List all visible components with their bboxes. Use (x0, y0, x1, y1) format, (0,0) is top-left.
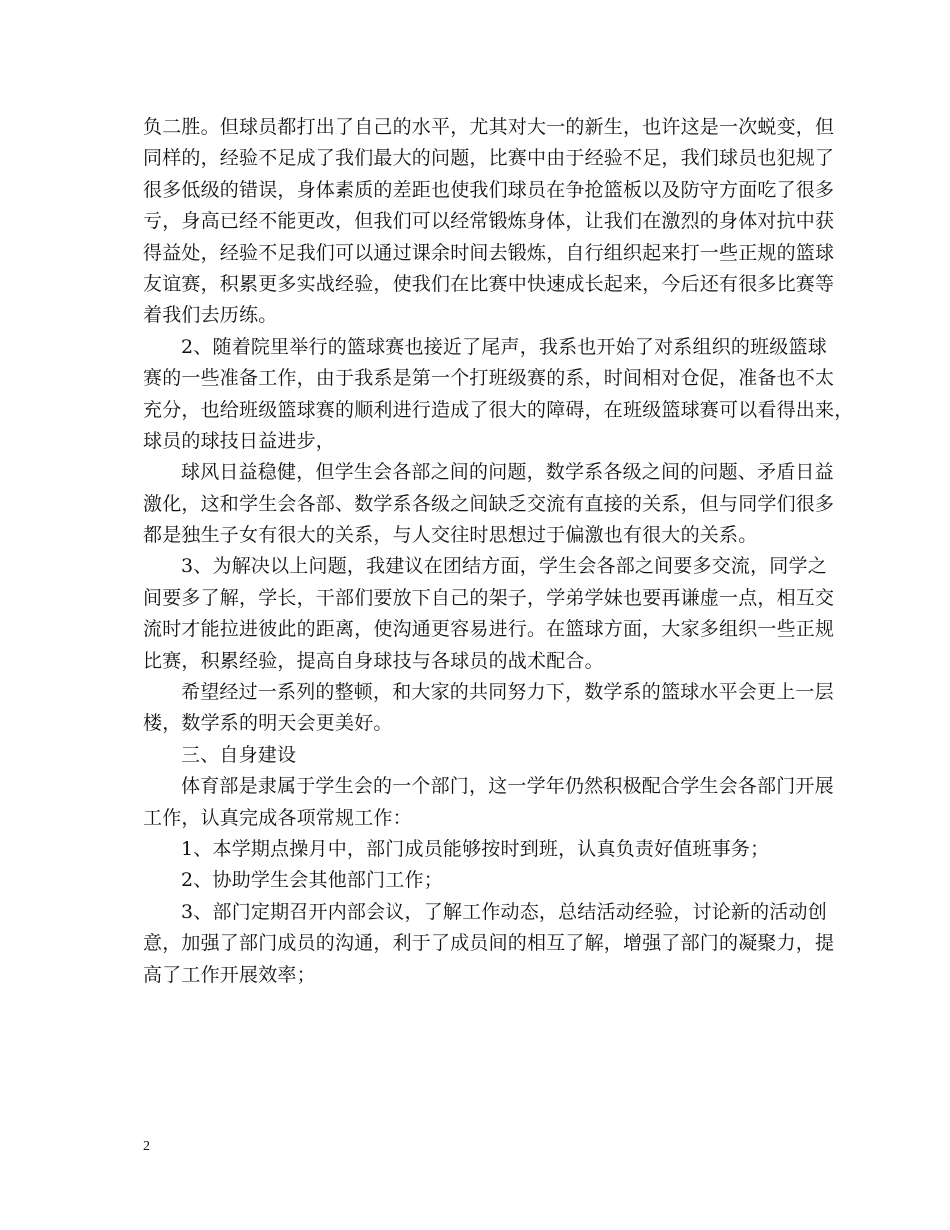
text-line: 赛的一些准备工作，由于我系是第一个打班级赛的系，时间相对仓促，准备也不太 (143, 367, 835, 390)
text-line: 3、部门定期召开内部会议，了解工作动态，总结活动经验，讨论新的活动创 (181, 900, 827, 923)
text-line: 充分，也给班级篮球赛的顺利进行造成了很大的障碍，在班级篮球赛可以看得出来， (143, 398, 854, 421)
text-line: 负二胜。但球员都打出了自己的水平，尤其对大一的新生，也许这是一次蜕变，但 (143, 116, 835, 138)
text-line: 意，加强了部门成员的沟通，利于了成员间的相互了解，增强了部门的凝聚力，提 (143, 932, 835, 955)
paragraph (143, 771, 834, 834)
text-line: 3、为解决以上问题，我建议在团结方面，学生会各部之间要多交流，同学之 (181, 555, 827, 578)
text-line: 2、随着院里举行的篮球赛也接近了尾声，我系也开始了对系组织的班级篮球 (181, 335, 827, 358)
paragraph (143, 332, 854, 458)
text-line: 很多低级的错误，身体素质的差距也使我们球员在争抢篮板以及防守方面吃了很多 (143, 178, 835, 201)
text-line: 亏，身高已经不能更改，但我们可以经常锻炼身体，让我们在激烈的身体对抗中获 (143, 210, 835, 233)
text-line: 1、本学期点操月中，部门成员能够按时到班，认真负责好值班事务； (181, 837, 770, 860)
text-line: 流时才能拉进彼此的距离，使沟通更容易进行。在篮球方面，大家多组织一些正规 (143, 618, 835, 641)
text-line: 间要多了解，学长，干部们要放下自己的架子，学弟学妹也要再谦虚一点，相互交 (143, 586, 835, 609)
document-body (143, 112, 854, 991)
paragraph (143, 740, 818, 771)
text-line: 着我们去历练。 (143, 304, 278, 327)
text-line: 比赛，积累经验，提高自身球技与各球员的战术配合。 (143, 649, 604, 672)
text-line: 2、协助学生会其他部门工作； (181, 869, 443, 892)
paragraph (143, 677, 834, 740)
text-line: 得益处，经验不足我们可以通过课余时间去锻炼，自行组织起来打一些正规的篮球 (143, 241, 835, 264)
paragraph (143, 457, 835, 551)
text-line: 同样的，经验不足成了我们最大的问题，比赛中由于经验不足，我们球员也犯规了 (143, 147, 835, 170)
text-line: 希望经过一系列的整顿，和大家的共同努力下，数学系的篮球水平会更上一层 (181, 681, 834, 704)
text-line: 球员的球技日益进步， (143, 429, 336, 452)
paragraph (143, 834, 818, 865)
paragraph (143, 897, 835, 991)
paragraph (143, 551, 835, 677)
paragraph (143, 112, 835, 332)
text-line: 激化，这和学生会各部、数学系各级之间缺乏交流有直接的关系，但与同学们很多 (143, 492, 835, 515)
page-number: 2 (143, 1139, 150, 1154)
text-line: 工作，认真完成各项常规工作： (143, 806, 412, 829)
text-line: 高了工作开展效率； (143, 963, 316, 986)
text-line: 都是独生子女有很大的关系，与人交往时思想过于偏激也有很大的关系。 (143, 524, 758, 547)
text-line: 体育部是隶属于学生会的一个部门，这一学年仍然积极配合学生会各部门开展 (181, 775, 834, 798)
text-line: 楼，数学系的明天会更美好。 (143, 712, 393, 735)
paragraph (143, 865, 818, 896)
text-line: 友谊赛，积累更多实战经验，使我们在比赛中快速成长起来，今后还有很多比赛等 (143, 272, 835, 295)
text-line: 球风日益稳健，但学生会各部之间的问题，数学系各级之间的问题、矛盾日益 (181, 461, 834, 484)
text-line: 三、自身建设 (181, 743, 297, 766)
